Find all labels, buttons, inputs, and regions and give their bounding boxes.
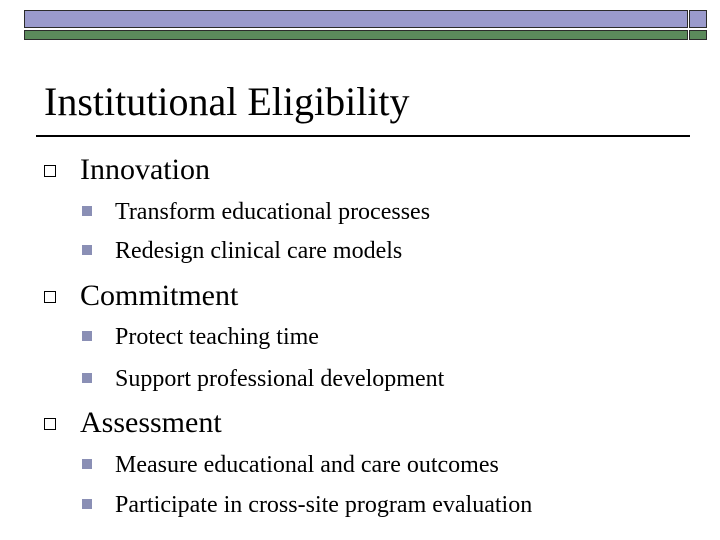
sub-bullet-text: Support professional development xyxy=(115,366,445,392)
header-bar-green xyxy=(24,30,688,40)
sub-bullet-text: Transform educational processes xyxy=(115,199,431,225)
bullet-heading: Innovation xyxy=(80,153,210,186)
hollow-square-icon xyxy=(44,291,56,303)
slide-title: Institutional Eligibility xyxy=(44,79,410,124)
sub-bullet-text: Protect teaching time xyxy=(115,324,319,350)
filled-square-icon xyxy=(82,499,92,509)
filled-square-icon xyxy=(82,459,92,469)
sub-bullet-text: Measure educational and care outcomes xyxy=(115,452,499,478)
filled-square-icon xyxy=(82,245,92,255)
bullet-heading: Commitment xyxy=(80,279,239,312)
header-bar-blue xyxy=(24,10,688,28)
header-box-blue xyxy=(689,10,707,28)
sub-bullet-text: Participate in cross-site program evaluation xyxy=(115,492,533,518)
bullet-heading: Assessment xyxy=(80,406,222,439)
filled-square-icon xyxy=(82,373,92,383)
hollow-square-icon xyxy=(44,418,56,430)
hollow-square-icon xyxy=(44,165,56,177)
filled-square-icon xyxy=(82,331,92,341)
sub-bullet-text: Redesign clinical care models xyxy=(115,238,403,264)
header-box-green xyxy=(689,30,707,40)
title-underline xyxy=(36,135,690,137)
filled-square-icon xyxy=(82,206,92,216)
